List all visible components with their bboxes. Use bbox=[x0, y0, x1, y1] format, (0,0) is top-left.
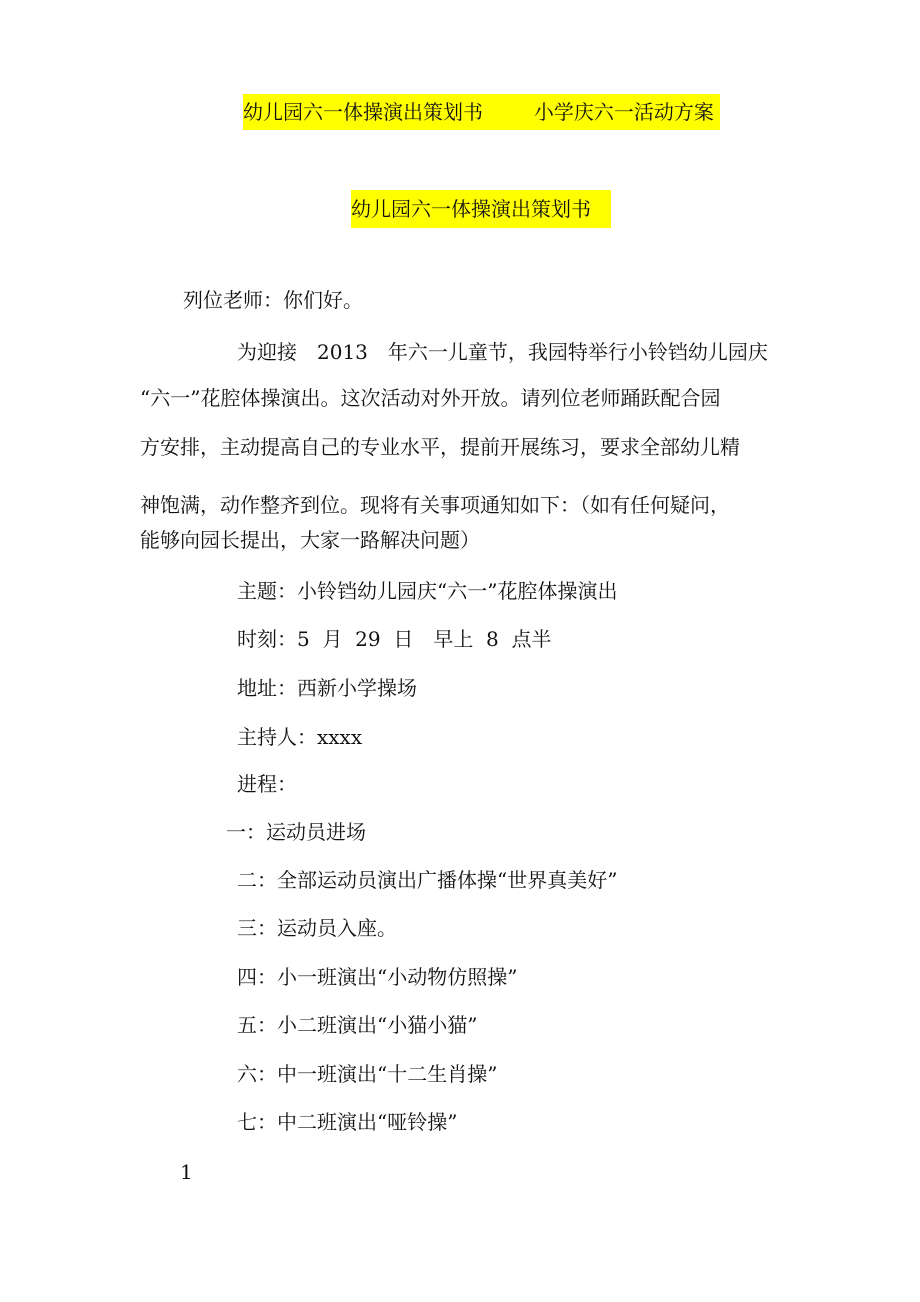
detail-process: 进程： bbox=[237, 772, 297, 796]
header-title-a: 幼儿园六一体操演出策划书 bbox=[243, 100, 483, 124]
header-title-b: 小学庆六一活动方案 bbox=[533, 100, 714, 124]
detail-place: 地址：西新小学操场 bbox=[237, 676, 417, 700]
step-item: 二：全部运动员演出广播体操“世界真美好” bbox=[237, 868, 618, 892]
body-line: 神饱满，动作整齐到位。现将有关事项通知如下：（如有任何疑问， bbox=[140, 493, 730, 517]
header-title bbox=[243, 94, 720, 130]
doc-title: 幼儿园六一体操演出策划书 bbox=[351, 190, 611, 228]
greeting: 列位老师：你们好。 bbox=[183, 288, 363, 312]
step-item: 三：运动员入座。 bbox=[237, 916, 397, 940]
page-number: 1 bbox=[180, 1160, 193, 1184]
body-line: 能够向园长提出，大家一路解决问题） bbox=[140, 528, 480, 552]
body-line: 为迎接 2013 年六一儿童节，我园特举行小铃铛幼儿园庆 bbox=[237, 340, 768, 364]
step-item: 一：运动员进场 bbox=[226, 820, 366, 844]
step-item: 四：小一班演出“小动物仿照操” bbox=[237, 965, 518, 989]
detail-host: 主持人：xxxx bbox=[237, 725, 363, 749]
step-item: 五：小二班演出“小猫小猫” bbox=[237, 1013, 478, 1037]
detail-time: 时刻：5 月 29 日 早上 8 点半 bbox=[237, 627, 552, 651]
step-item: 七：中二班演出“哑铃操” bbox=[237, 1110, 458, 1134]
step-item: 六：中一班演出“十二生肖操” bbox=[237, 1062, 498, 1086]
body-line: 方安排，主动提高自己的专业水平，提前开展练习，要求全部幼儿精 bbox=[140, 435, 740, 459]
body-line: “六一”花腔体操演出。这次活动对外开放。请列位老师踊跃配合园 bbox=[140, 386, 721, 410]
detail-theme: 主题：小铃铛幼儿园庆“六一”花腔体操演出 bbox=[237, 579, 618, 603]
